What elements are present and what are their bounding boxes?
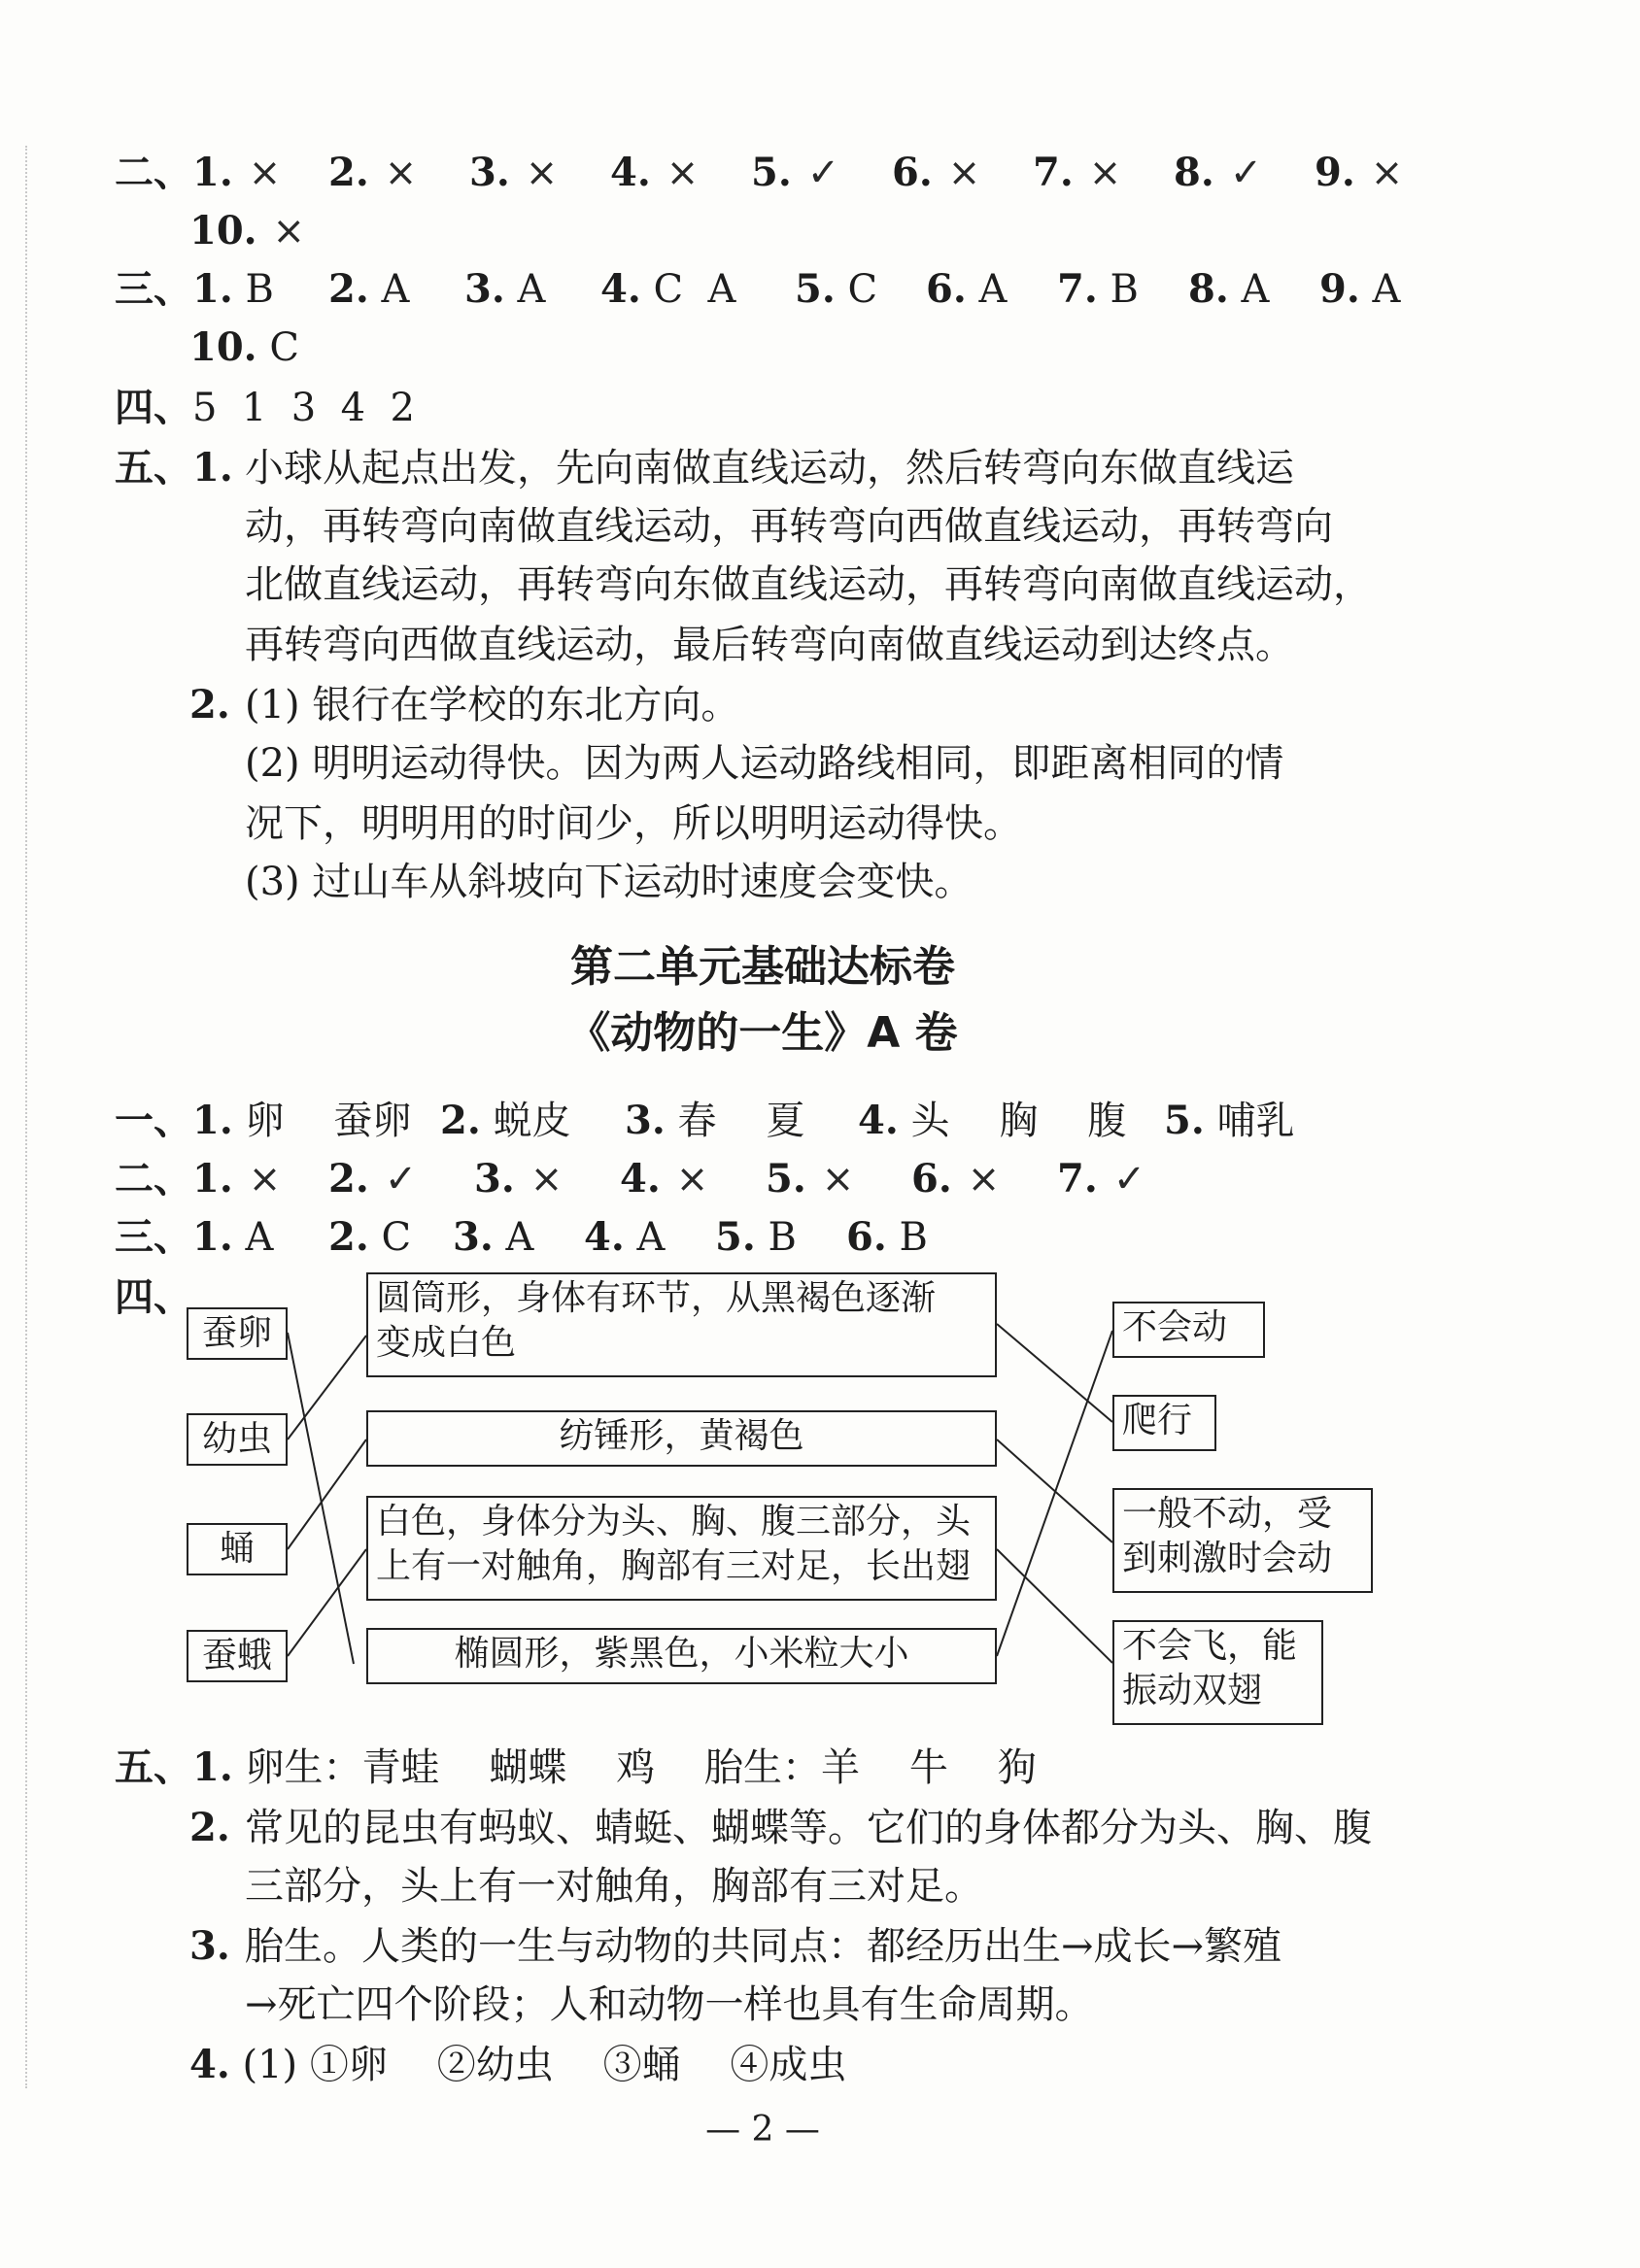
- desc-box-4: 椭圆形，紫黑色，小米粒大小: [366, 1628, 997, 1684]
- section-label: 二、: [115, 150, 192, 195]
- part2-line2: 10. ×: [189, 208, 306, 254]
- desc-box-3: 白色，身体分为头、胸、腹三部分，头 上有一对触角，胸部有三对足，长出翅: [366, 1496, 997, 1601]
- match-line: [288, 1333, 354, 1664]
- part2-line1: 二、1. × 2. × 3. × 4. × 5. ✓ 6. × 7. × 8. ✓ 9. ×: [115, 150, 1404, 195]
- unit2-s5-q3-num: 3.: [189, 1923, 230, 1969]
- unit2-s5-q2-num: 2.: [189, 1805, 230, 1850]
- page-number: — 2 —: [705, 2110, 820, 2150]
- part5-q2-text3: 况下，明明用的时间少，所以明明运动得快。: [245, 801, 1022, 846]
- stage-box-pupa: 蛹: [187, 1523, 288, 1575]
- unit2-s3-line: 三、1. A 2. C 3. A 4. A 5. B 6. B: [115, 1214, 928, 1260]
- part3-line1: 三、1. B 2. A 3. A 4. C A 5. C 6. A 7. B 8. A 9. A: [115, 266, 1401, 312]
- stage-box-egg: 蚕卵: [187, 1307, 288, 1360]
- unit2-s1-line: 一、1. 卵 蚕卵 2. 蜕皮 3. 春 夏 4. 头 胸 腹 5. 哺乳: [115, 1098, 1295, 1143]
- unit2-s5-q3-text1: 胎生。人类的一生与动物的共同点：都经历出生→成长→繁殖: [245, 1924, 1282, 1969]
- stage-box-moth: 蚕蛾: [187, 1630, 288, 1682]
- part5-q2-text4: (3) 过山车从斜坡向下运动时速度会变快。: [245, 860, 974, 904]
- unit2-s5-q2-text2: 三部分，头上有一对触角，胸部有三对足。: [245, 1864, 983, 1909]
- behavior-box-4: 不会飞，能 振动双翅: [1112, 1620, 1323, 1725]
- unit2-s5-q4: 4. (1) ①卵 ②幼虫 ③蛹 ④成虫: [189, 2042, 847, 2087]
- part5-q2-num: 2.: [189, 682, 230, 728]
- behavior-box-1: 不会动: [1112, 1302, 1265, 1358]
- part4-line: 四、5 1 3 4 2: [115, 385, 415, 430]
- stage-box-larva: 幼虫: [187, 1413, 288, 1466]
- part5-q1-text1: 小球从起点出发，先向南做直线运动，然后转弯向东做直线运: [245, 446, 1294, 491]
- part5-q1-text4: 再转弯向西做直线运动，最后转弯向南做直线运动到达终点。: [245, 623, 1294, 667]
- unit2-s5-q3-text2: →死亡四个阶段；人和动物一样也具有生命周期。: [245, 1982, 1094, 2027]
- desc-box-2: 纺锤形，黄褐色: [366, 1410, 997, 1467]
- part5-q2-text2: (2) 明明运动得快。因为两人运动路线相同，即距离相同的情: [245, 741, 1284, 786]
- match-line: [288, 1549, 366, 1656]
- part5-q2-text1: (1) 银行在学校的东北方向。: [245, 683, 740, 728]
- behavior-box-2: 爬行: [1112, 1395, 1216, 1451]
- unit2-s4-label: 四、: [115, 1274, 192, 1320]
- behavior-box-3: 一般不动，受 到刺激时会动: [1112, 1488, 1373, 1593]
- unit2-s5-q2-text1: 常见的昆虫有蚂蚁、蜻蜓、蝴蝶等。它们的身体都分为头、胸、腹: [245, 1806, 1372, 1850]
- unit2-s5-q1: 五、1. 卵生：青蛙 蝴蝶 鸡 胎生：羊 牛 狗: [115, 1744, 1037, 1790]
- match-line: [997, 1324, 1112, 1422]
- unit-subtitle: 《动物的一生》A 卷: [567, 1008, 958, 1058]
- unit2-s2-line: 二、1. × 2. ✓ 3. × 4. × 5. × 6. × 7. ✓: [115, 1156, 1146, 1202]
- part5-q1-line1: 五、1.: [115, 445, 233, 491]
- part3-line2: 10. C: [189, 324, 299, 370]
- desc-box-1: 圆筒形，身体有环节，从黑褐色逐渐 变成白色: [366, 1272, 997, 1377]
- part5-q1-text3: 北做直线运动，再转弯向东做直线运动，再转弯向南做直线运动，: [245, 562, 1372, 607]
- unit-title: 第二单元基础达标卷: [570, 942, 955, 992]
- part5-q1-text2: 动，再转弯向南做直线运动，再转弯向西做直线运动，再转弯向: [245, 504, 1333, 549]
